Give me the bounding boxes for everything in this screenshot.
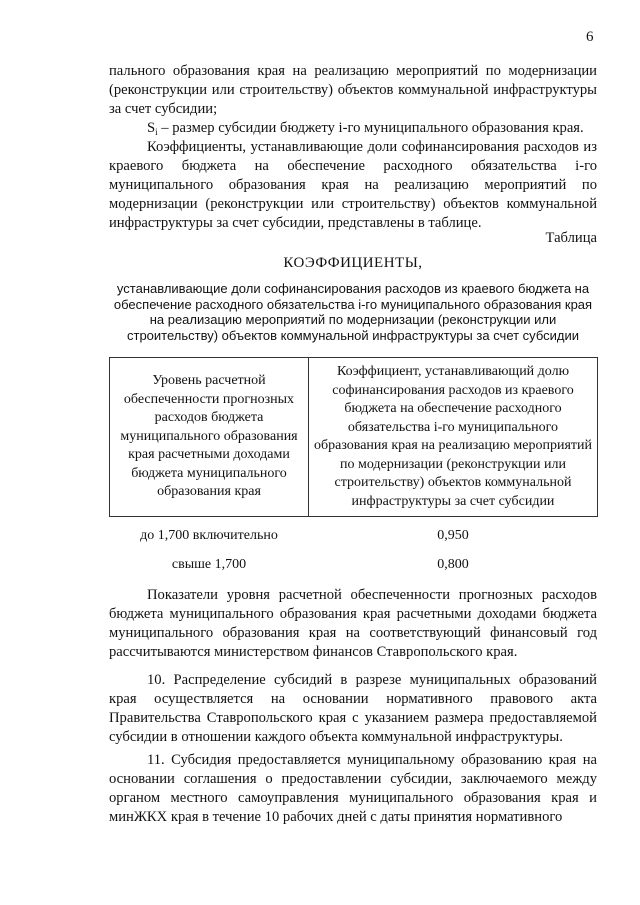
coefficients-table [109, 357, 598, 574]
row-coefficient: 0,800 [437, 556, 469, 572]
table-row [110, 517, 598, 546]
row-level: до 1,700 включительно [140, 528, 278, 543]
table-title: КОЭФФИЦИЕНТЫ, [283, 255, 423, 271]
row-coefficient: 0,950 [437, 528, 469, 543]
si-definition-text: – размер субсидии бюджету i-го муниципального образования края. [157, 120, 584, 136]
si-symbol: S [147, 120, 156, 136]
coefficients-paragraph: Коэффициенты, устанавливающие доли софинансирования расходов из краевого бюджета на обеспечение расходного обязательства i-го муниципального образования края на реализацию мероприятий по модернизации (реконструкции или строительству) объектов коммунальной инфраструктуры за счет субсидии, представлены в таблице. [109, 139, 597, 231]
page-number: 6 [586, 29, 594, 45]
row-level: свыше 1,700 [171, 556, 247, 572]
table-label: Таблица [545, 230, 597, 246]
table-row [110, 546, 598, 575]
table-subtitle: устанавливающие доли софинансирования расходов из краевого бюджета на обеспечение расходного обязательства i-го муниципального образования края на реализацию мероприятий по модернизации (реконструкции или строительству) объектов коммунальной инфраструктуры за счет субсидии [113, 281, 593, 343]
paragraph-10: 10. Распределение субсидий в разрезе муниципальных образований края осуществляется на основании нормативного правового акта Правительства Ставропольского края с указанием размера предоставляемой субсидии в отношении каждого объекта коммунальной инфраструктуры. [109, 672, 597, 745]
indicators-paragraph: Показатели уровня расчетной обеспеченности прогнозных расходов бюджета муниципального образования края расчетными доходами бюджета муниципального образования края на соответствующий финансовый год рассчитываются министерством финансов Ставропольского края. [109, 587, 597, 660]
paragraph-11: 11. Субсидия предоставляется муниципальному образованию края на основании соглашения о предоставлении субсидии, заключаемого между органом местного самоуправления муниципального образования края и минЖКХ края в течение 10 рабочих дней с даты принятия нормативного [109, 752, 597, 825]
si-subscript: i [155, 127, 158, 137]
intro-paragraph-end: пального образования края на реализацию мероприятий по модернизации (реконструкции или строительству) объектов коммунальной инфраструктуры за счет субсидии; [109, 63, 597, 117]
header-coefficient: Коэффициент, устанавливающий долю софинансирования расходов из краевого бюджета на обеспечение расходного обязательства i-го муниципального образования края на реализацию мероприятий по модернизации (реконструкции или строительству) объектов коммунальной инфраструктуры за счет субсидии [309, 358, 598, 517]
table-header-row [110, 358, 598, 517]
header-level: Уровень расчетной обеспеченности прогнозных расходов бюджета муниципального образования края расчетными доходами бюджета муниципального образования края [110, 358, 309, 517]
